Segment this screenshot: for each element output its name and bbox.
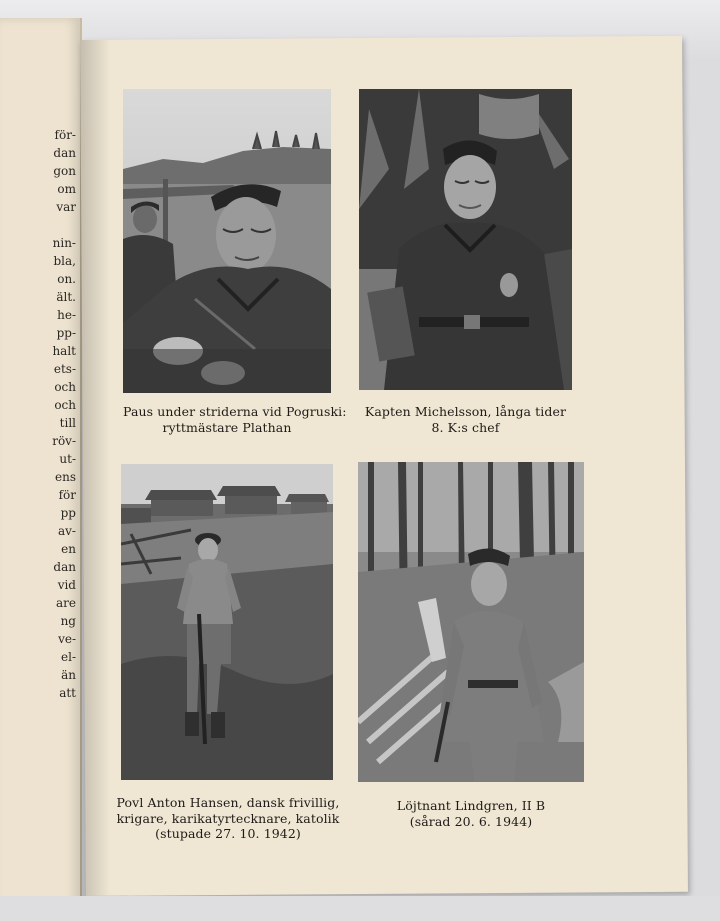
left-page-line: och — [54, 380, 76, 394]
caption-plathan — [123, 404, 347, 435]
left-page-line: och — [54, 398, 76, 412]
left-page-line: pp — [60, 506, 76, 520]
left-page-line: en — [61, 542, 76, 556]
left-page-line: att — [59, 686, 76, 700]
gutter-shadow — [80, 40, 110, 896]
photo-hansen — [121, 464, 333, 780]
left-page-line: nin- — [52, 236, 76, 250]
caption-lindgren — [358, 798, 584, 829]
left-page-line: pp- — [56, 326, 76, 340]
left-page-line: ve- — [58, 632, 76, 646]
caption-line: Povl Anton Hansen, dansk frivillig, — [116, 795, 340, 810]
photo-michelsson — [359, 89, 572, 390]
left-page-line: dan — [53, 146, 76, 160]
caption-line: krigare, karikatyrtecknare, katolik — [116, 810, 340, 826]
left-page-line: för — [58, 488, 76, 502]
table-surface — [0, 896, 720, 921]
photo-plathan — [123, 89, 331, 393]
photo-lindgren — [358, 462, 584, 782]
left-page-line: gon — [53, 164, 76, 178]
left-page-line: av- — [58, 524, 76, 538]
left-page-line: ens — [55, 470, 76, 484]
caption-line: (sårad 20. 6. 1944) — [409, 813, 533, 829]
left-page-line: he- — [57, 308, 76, 322]
caption-line: Kapten Michelsson, långa tider — [364, 404, 567, 419]
left-page-line: för- — [54, 128, 76, 142]
caption-line: 8. K:s chef — [431, 419, 500, 435]
left-page-line: ält. — [56, 290, 76, 304]
left-page-line: are — [56, 596, 76, 610]
caption-hansen — [110, 795, 346, 842]
left-page-line: dan — [53, 560, 76, 574]
left-page-line: än — [61, 668, 76, 682]
left-page-line: om — [57, 182, 76, 196]
left-page-line: var — [56, 200, 76, 214]
left-page-line: el- — [61, 650, 76, 664]
left-page-line: röv- — [52, 434, 76, 448]
caption-michelsson — [359, 404, 572, 435]
left-page-line: ut- — [59, 452, 76, 466]
left-page-line: halt — [52, 344, 76, 358]
caption-line: (stupade 27. 10. 1942) — [155, 826, 301, 841]
left-page-line: till — [59, 416, 76, 430]
caption-line: ryttmästare Plathan — [162, 419, 292, 435]
caption-line: Löjtnant Lindgren, II B — [396, 798, 546, 813]
left-page-line: bla, — [53, 254, 76, 268]
left-page-line: ets- — [53, 362, 76, 376]
caption-line: Paus under striderna vid Pogruski: — [123, 404, 347, 419]
left-page — [0, 18, 82, 908]
left-page-line: on. — [57, 272, 76, 286]
left-page-line: vid — [57, 578, 76, 592]
left-page-line: ng — [60, 614, 76, 628]
